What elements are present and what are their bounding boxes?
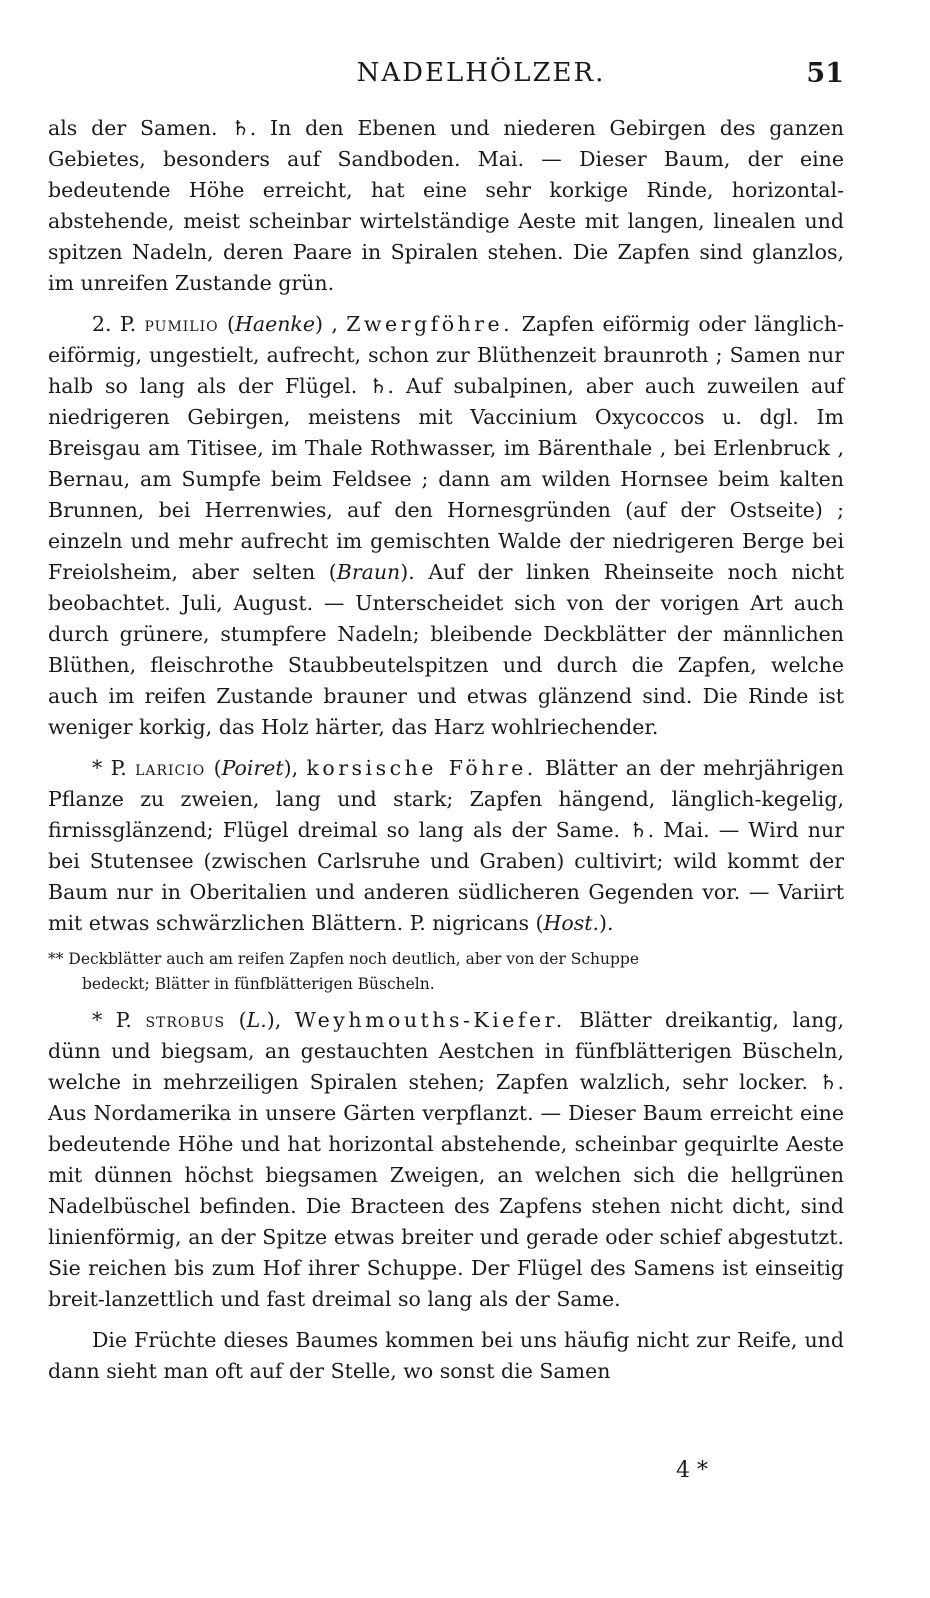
species-author: Poiret <box>221 756 284 780</box>
signature-mark: 4 * <box>676 1458 708 1483</box>
running-head <box>48 58 844 94</box>
species-name: pumilio <box>144 312 219 336</box>
species-name: strobus <box>145 1008 226 1032</box>
species-entry-laricio: * P. laricio (Poiret), korsische Föhre. Blätter an der mehrjährigen Pflanze zu zweien, lang und stark; Zapfen hängend, länglich-kegelig, firnissglänzend; Flügel dreimal so lang als der Same. ♄. Mai. — Wird nur bei Stutensee (zwischen Carlsruhe und Graben) cultivirt; wild kommt der Baum nur in Oberitalien und anderen südlicheren Gegenden vor. — Variirt mit etwas schwärzlichen Blättern. P. nigricans (Host.). <box>48 756 844 935</box>
species-description: Zapfen eiförmig oder länglich-eiförmig, ungestielt, aufrecht, schon zur Blüthenzeit braunroth ; Samen nur halb so lang als der Flügel. ♄. Auf subalpinen, aber auch zuweilen auf niedrigeren Gebirgen, meistens mit Vaccinium Oxycoccos u. dgl. Im Breisgau am Titisee, im Thale Rothwasser, im Bärenthale , bei Erlenbruck , Bernau, am Sumpfe beim Feldsee ; dann am wilden Hornsee beim kalten Brunnen, bei Herrenwies, auf den Hornesgründen (auf der Ostseite) ; einzeln und mehr aufrecht im gemischten Walde der niedrigeren Berge bei Freiolsheim, aber selten ( <box>48 312 844 584</box>
key-note-line-2: bedeckt; Blätter in fünfblätterigen Büscheln. <box>82 975 435 993</box>
species-author: L. <box>246 1008 267 1032</box>
species-entry-strobus: * P. strobus (L.), Weyhmouths-Kiefer. Blätter dreikantig, lang, dünn und biegsam, an gestauchten Aestchen in fünfblätterigen Büscheln, welche in mehrzeiligen Spiralen stehen; Zapfen walzlich, sehr locker. ♄. Aus Nordamerika in unsere Gärten verpflanzt. — Dieser Baum erreicht eine bedeutende Höhe und hat horizontal abstehende, scheinbar gequirlte Aeste mit dünnen höchst biegsamen Zweigen, an welchen sich die hellgrünen Nadelbüschel befinden. Die Bracteen des Zapfens stehen nicht dicht, sind linienförmig, an der Spitze etwas breiter und gerade oder schief abgestutzt. Sie reichen bis zum Hof ihrer Schuppe. Der Flügel des Samens ist einseitig breit-lanzettlich und fast dreimal so lang als der Same. <box>48 1008 845 1311</box>
reference-author: Host. <box>543 911 599 935</box>
species-description-cont: ). <box>598 911 614 935</box>
species-author: Haenke <box>235 312 315 336</box>
reference-author: Braun <box>336 560 401 584</box>
species-entry-pumilio: 2. P. pumilio (Haenke) , Zwergföhre. Zapfen eiförmig oder länglich-eiförmig, ungestielt, aufrecht, schon zur Blüthenzeit braunroth ; Samen nur halb so lang als der Flügel. ♄. Auf subalpinen, aber auch zuweilen auf niedrigeren Gebirgen, meistens mit Vaccinium Oxycoccos u. dgl. Im Breisgau am Titisee, im Thale Rothwasser, im Bärenthale , bei Erlenbruck , Bernau, am Sumpfe beim Feldsee ; dann am wilden Hornsee beim kalten Brunnen, bei Herrenwies, auf den Hornesgründen (auf der Ostseite) ; einzeln und mehr aufrecht im gemischten Walde der niedrigeren Berge bei Freiolsheim, aber selten (Braun). Auf der linken Rheinseite noch nicht beobachtet. Juli, August. — Unterscheidet sich von der vorigen Art auch durch grünere, stumpfere Nadeln; bleibende Deckblätter der männlichen Blüthen, fleischrothe Staubbeutelspitzen und durch die Zapfen, welche auch im reifen Zustande brauner und etwas glänzend sind. Die Rinde ist weniger korkig, das Holz härter, das Harz wohlriechender. <box>48 312 844 739</box>
body-text <box>48 113 844 1387</box>
page-number: 51 <box>806 58 844 89</box>
species-description: Blätter dreikantig, lang, dünn und biegsam, an gestauchten Aestchen in fünfblätterigen Büscheln, welche in mehrzeiligen Spiralen stehen; Zapfen walzlich, sehr locker. ♄. Aus Nordamerika in unsere Gärten verpflanzt. — Dieser Baum erreicht eine bedeutende Höhe und hat horizontal abstehende, scheinbar gequirlte Aeste mit dünnen höchst biegsamen Zweigen, an welchen sich die hellgrünen Nadelbüschel befinden. Die Bracteen des Zapfens stehen nicht dicht, sind linienförmig, an der Spitze etwas breiter und gerade oder schief abgestutzt. Sie reichen bis zum Hof ihrer Schuppe. Der Flügel des Samens ist einseitig breit-lanzettlich und fast dreimal so lang als der Same. <box>48 1008 845 1311</box>
paragraph-fruits: Die Früchte dieses Baumes kommen bei uns häufig nicht zur Reife, und dann sieht man oft auf der Stelle, wo sonst die Samen <box>48 1328 844 1383</box>
species-number: * P. <box>92 1008 132 1032</box>
species-name: laricio <box>135 756 206 780</box>
species-number: 2. P. <box>92 312 137 336</box>
running-title: NADELHÖLZER. <box>356 58 606 88</box>
common-name: korsische Föhre. <box>306 756 537 780</box>
species-number: * P. <box>92 756 127 780</box>
common-name: Weyhmouths-Kiefer. <box>294 1008 566 1032</box>
paragraph-continuation: als der Samen. ♄. In den Ebenen und niederen Gebirgen des ganzen Gebietes, besonders auf Sandboden. Mai. — Dieser Baum, der eine bedeutende Höhe erreicht, hat eine sehr korkige Rinde, horizontal-abstehende, meist scheinbar wirtelständige Aeste mit langen, linealen und spitzen Nadeln, deren Paare in Spiralen stehen. Die Zapfen sind glanzlos, im unreifen Zustande grün. <box>48 116 844 295</box>
species-description-cont: ). Auf der linken Rheinseite noch nicht beobachtet. Juli, August. — Unterscheidet sich von der vorigen Art auch durch grünere, stumpfere Nadeln; bleibende Deckblätter der männlichen Blüthen, fleischrothe Staubbeutelspitzen und durch die Zapfen, welche auch im reifen Zustande brauner und etwas glänzend sind. Die Rinde ist weniger korkig, das Holz härter, das Harz wohlriechender. <box>48 560 844 739</box>
common-name: Zwergföhre. <box>346 312 514 336</box>
key-note <box>48 947 844 997</box>
key-note-line-1: ** Deckblätter auch am reifen Zapfen noch deutlich, aber von der Schuppe <box>48 950 640 968</box>
species-description: Blätter an der mehrjährigen Pflanze zu zweien, lang und stark; Zapfen hängend, länglich-kegelig, firnissglänzend; Flügel dreimal so lang als der Same. ♄. Mai. — Wird nur bei Stutensee (zwischen Carlsruhe und Graben) cultivirt; wild kommt der Baum nur in Oberitalien und anderen südlicheren Gegenden vor. — Variirt mit etwas schwärzlichen Blättern. P. nigricans ( <box>48 756 844 935</box>
